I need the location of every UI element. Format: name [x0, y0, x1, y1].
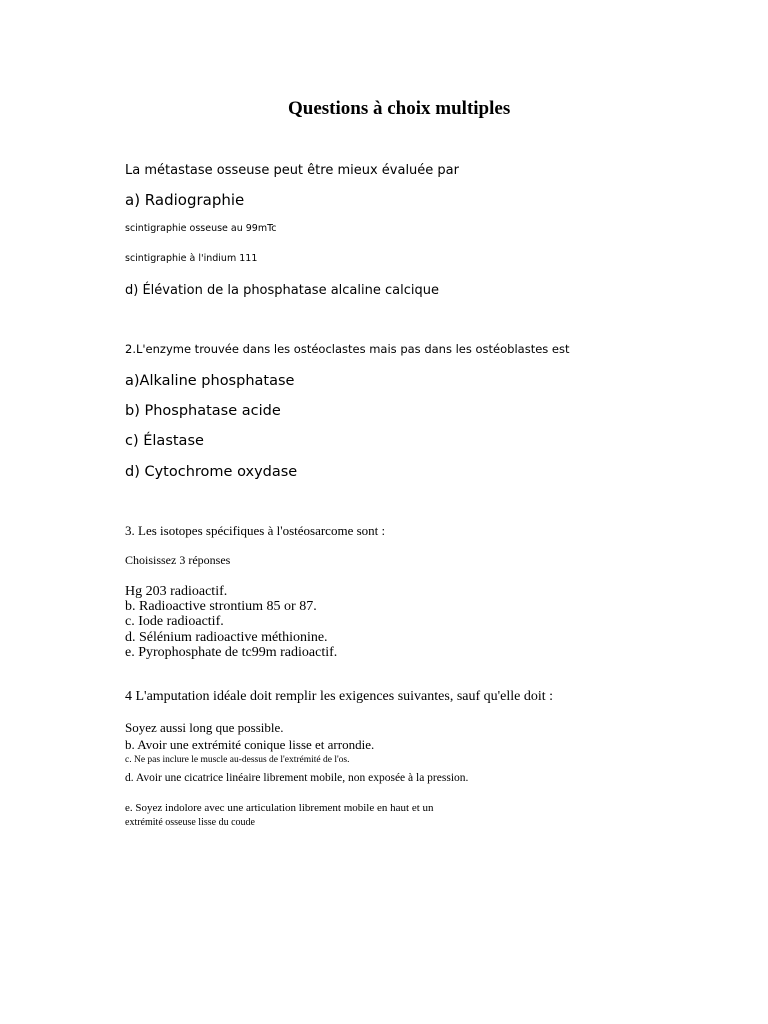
question-1-option-a: a) Radiographie [125, 191, 245, 209]
question-1-option-c: scintigraphie à l'indium 111 [125, 253, 258, 264]
question-4-text: 4 L'amputation idéale doit remplir les exigences suivantes, sauf qu'elle doit : [125, 689, 554, 704]
page-title: Questions à choix multiples [288, 98, 511, 119]
question-1-option-b: scintigraphie osseuse au 99mTc [125, 223, 277, 234]
question-3-option-e: e. Pyrophosphate de tc99m radioactif. [125, 645, 338, 660]
question-3-instruction: Choisissez 3 réponses [125, 553, 231, 567]
question-2-option-a: a)Alkaline phosphatase [125, 373, 295, 389]
question-1-text: La métastase osseuse peut être mieux évaluée par [125, 163, 459, 178]
question-2-option-d: d) Cytochrome oxydase [125, 464, 298, 480]
question-4-option-e: e. Soyez indolore avec une articulation librement mobile en haut et un [125, 802, 434, 814]
question-3-option-b: b. Radioactive strontium 85 or 87. [125, 599, 317, 614]
question-4-option-a: Soyez aussi long que possible. [125, 720, 284, 735]
question-4-option-b: b. Avoir une extrémité conique lisse et arrondie. [125, 737, 375, 752]
question-4-option-d: d. Avoir une cicatrice linéaire librement mobile, non exposée à la pression. [125, 772, 469, 784]
question-3-text: 3. Les isotopes spécifiques à l'ostéosarcome sont : [125, 523, 386, 538]
question-1-option-d: d) Élévation de la phosphatase alcaline calcique [125, 283, 439, 298]
question-4-option-c: c. Ne pas inclure le muscle au-dessus de l'extrémité de l'os. [125, 755, 350, 765]
question-3-option-c: c. Iode radioactif. [125, 614, 224, 629]
question-2-text: 2.L'enzyme trouvée dans les ostéoclastes mais pas dans les ostéoblastes est [125, 342, 570, 356]
question-2-option-c: c) Élastase [125, 433, 204, 449]
question-3-option-d: d. Sélénium radioactive méthionine. [125, 630, 328, 645]
question-3-option-a: Hg 203 radioactif. [125, 584, 228, 599]
question-4-option-e-continued: extrémité osseuse lisse du coude [125, 817, 255, 828]
question-2-option-b: b) Phosphatase acide [125, 403, 281, 419]
